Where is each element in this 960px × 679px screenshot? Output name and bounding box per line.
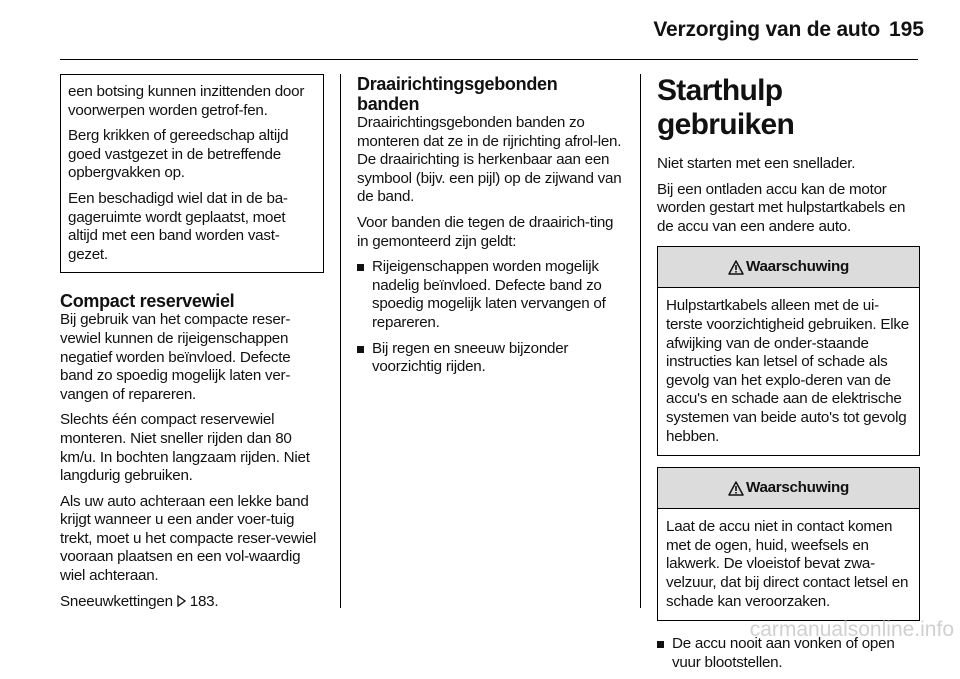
warning-box [657,467,920,621]
crossref-arrow-icon [177,593,190,610]
column-3 [657,74,920,679]
column-1 [60,74,324,618]
paragraph: Bij een ontladen accu kan de motor worden gestart met hulpstartkabels en de accu van een andere auto. [657,180,906,235]
bullet-square-icon [357,264,364,271]
bullet-square-icon [357,346,364,353]
crossref-page: 183. [189,592,219,610]
warning-body [658,288,919,455]
warning-box [657,246,920,456]
header-rule [60,59,918,60]
continued-note-box [60,74,324,273]
section-heading-compact-spare: Compact reservewiel [60,291,235,312]
list-item [357,258,623,332]
section-heading-jump-start: Starthulp gebruiken [657,74,795,141]
bullet-list [357,258,623,377]
paragraph: Slechts één compact reservewiel monteren. Niet sneller rijden dan 80 km/u. In bochten langzaam rijden. Niet langdurig gebruiken. [60,411,310,485]
warning-text: Hulpstartkabels alleen met de ui-terste voorzichtigheid gebruiken. Elke afwijking van de onder-staande instructies kan letsel of schade als gevolg van het explo-deren van de accu's en schade aan de elektrische systemen van beide auto's tot gevolg hebben. [666,297,909,445]
paragraph: Voor banden die tegen de draairich-ting in gemonteerd zijn geldt: [357,213,614,250]
heading-line: Draairichtingsgebonden [357,74,558,94]
cross-reference[interactable] [60,593,324,612]
page-number: 195 [888,18,924,41]
bullet-square-icon [657,641,664,648]
list-item-text: De accu nooit aan vonken of open vuur blootstellen. [672,635,895,671]
section-heading-directional-tyres [357,74,623,114]
warning-text: Laat de accu niet in contact komen met de ogen, huid, weefsels en lakwerk. De vloeistof bevat zwa-velzuur, dat bij direct contact letsel en schade kan veroorzaken. [666,518,909,610]
crossref-label: Sneeuwkettingen [60,592,173,610]
paragraph: Als uw auto achteraan een lekke band krijgt wanneer u een ander voer-tuig trekt, moet u het compacte reser-vewiel vooraan plaatsen en een vol-waardig wiel achteraan. [60,492,317,585]
paragraph: Draairichtingsgebonden banden zo monteren dat ze in de rijrichting afrol-len. De draairichting is herkenbaar aan een symbool (bijv. een pijl) op de zijwand van de band. [357,114,622,206]
box-paragraph: Een beschadigd wiel dat in de ba-gageruimte wordt geplaatst, moet altijd met een band worden vast-gezet. [68,189,288,263]
warning-body [658,509,919,620]
list-item-text: Rijeigenschappen worden mogelijk nadelig beïnvloed. Defecte band zo spoedig mogelijk laten vervangen of repareren. [372,258,606,331]
column-divider-2 [640,74,641,608]
list-item [357,340,623,377]
box-paragraph: een botsing kunnen inzittenden door voorwerpen worden getrof-fen. [68,83,305,119]
paragraph: Niet starten met een snellader. [657,155,856,172]
warning-title: Waarschuwing [745,478,849,496]
warning-triangle-icon [728,481,744,496]
heading-line: banden [357,94,420,114]
warning-header [658,247,919,288]
list-item-text: Bij regen en sneeuw bijzonder voorzichtig rijden. [372,339,569,376]
warning-triangle-icon [728,260,744,275]
watermark: carmanualsonline.info [749,618,954,641]
warning-title: Waarschuwing [745,258,849,276]
paragraph: Bij gebruik van het compacte reser-vewiel kunnen de rijeigenschappen negatief worden beïnvloed. Defecte band zo spoedig mogelijk laten ver-vangen of repareren. [60,311,291,403]
column-divider-1 [340,74,341,608]
warning-header [658,468,919,509]
column-2 [357,74,623,384]
box-paragraph: Berg krikken of gereedschap altijd goed vastgezet in de betreffende opbergvakken op. [68,127,289,182]
header-title: Verzorging van de auto [653,18,880,41]
